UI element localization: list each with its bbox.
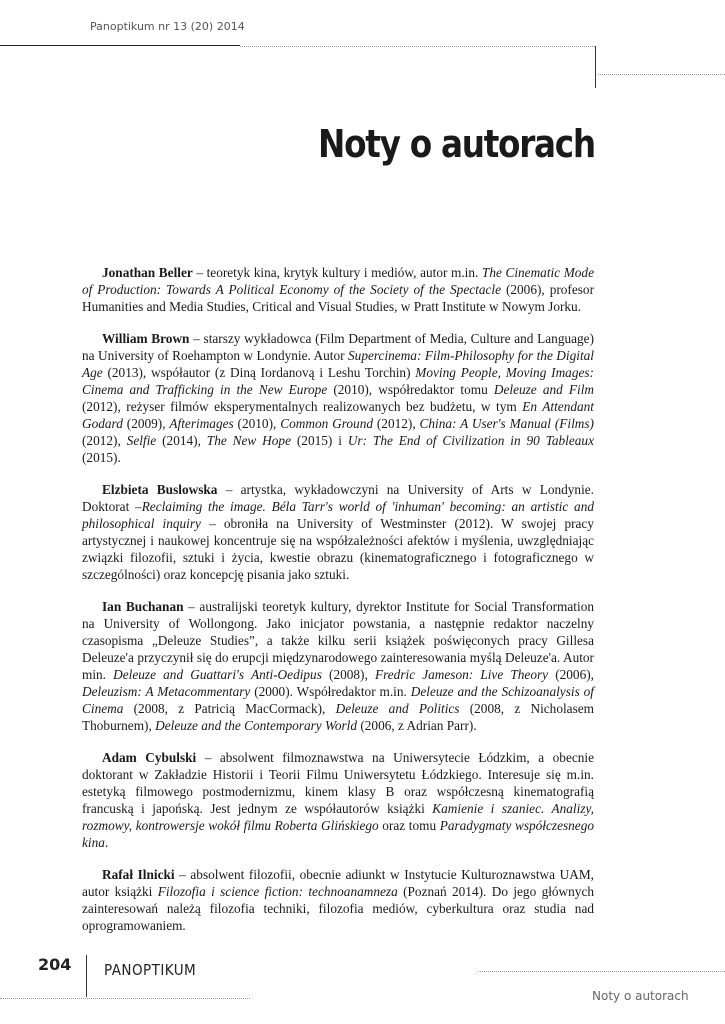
bio-text: oraz tomu [378,818,440,833]
panoptikum-logo: PANOPTIKUM [104,961,197,979]
author-note [82,481,594,583]
bio-text: (2010), współredaktor tomu [327,382,494,397]
footer-vertical-rule [86,955,87,997]
bio-text: – teoretyk kina, krytyk kultury i mediów, autor m.in. [192,265,482,280]
work-title: Deleuze and Guattari's Anti-Oedipus [113,667,322,682]
work-title: Kamienie i szaniec. Analizy, rozmowy, kontrowersje wokół filmu Roberta Glińskiego [82,801,594,833]
work-title: Common Ground [280,416,373,431]
author-note [82,598,594,734]
header-dotted-rule [240,46,595,47]
bio-text: (Poznań 2014). Do jego głównych zainteresowań należą filozofia techniki, filozofia mediów, cyberkultura oraz studia nad oprogramowaniem. [82,884,595,933]
work-title: Paradygmaty współczesnego kina [82,818,594,850]
work-title: Fredric Jameson: Live Theory [374,667,549,682]
footer-section-title: Noty o autorach [592,989,689,1003]
work-title: China: A User's Manual (Films) [419,416,594,431]
header-vertical-rule [595,46,596,88]
work-title: Supercinema: Film-Philosophy for the Digital Age [82,348,594,380]
work-title: Reclaiming the image. Béla Tarr's world of 'inhuman' becoming: an artistic and philosophical inquiry [82,499,594,531]
work-title: Deleuze and the Contemporary World [155,718,358,733]
work-title: Selfie [126,433,157,448]
bio-text: (2010), [233,416,281,431]
footer-dotted-rule-left [0,998,250,999]
work-title: Deleuzism: A Metacommentary [82,684,251,699]
bio-text: (2008), [321,667,375,682]
work-title: Deleuze and Film [493,382,594,397]
bio-text: – artystka, wykładowczyni na University of Arts w Londynie. Doktorat – [82,482,594,514]
bio-text: (2006), profesor Humanities and Media Studies, Critical and Visual Studies, w Pratt Institute w Nowym Jorku. [82,282,594,314]
author-name: William Brown [102,331,190,346]
footer-dotted-rule-right [478,971,725,972]
bio-text: – starszy wykładowca (Film Department of Media, Culture and Language) na University of Roehampton w Londynie. Autor [82,331,594,363]
author-name: Rafał Ilnicki [102,867,175,882]
work-title: Moving People, Moving Images: Cinema and Trafficking in the New Europe [82,365,594,397]
bio-text: (2012), [82,433,127,448]
bio-text: . [104,835,109,850]
work-title: The Cinematic Mode of Production: Towards A Political Economy of the Society of the Spectacle [82,265,594,297]
page-title: Noty o autorach [318,122,595,166]
header-rule [0,45,240,46]
work-title: Filozofia i science fiction: technoanamneza [157,884,398,899]
author-note [82,264,594,315]
author-notes [82,264,594,949]
author-name: Jonathan Beller [102,265,193,280]
bio-text: (2015). [82,450,121,465]
bio-text: – absolwent filozofii, obecnie adiunkt w Instytucie Kulturoznawstwa UAM, autor książki [82,867,594,899]
page-number: 204 [38,955,72,974]
bio-text: (2013), współautor (z Diną Iordanovą i Leshu Torchin) [102,365,416,380]
bio-text: (2012), [373,416,420,431]
running-head: Panoptikum nr 13 (20) 2014 [90,20,245,33]
author-note [82,330,594,466]
bio-text: – obroniła na University of Westminster (2012). W swojej pracy artystycznej i naukowej koncentruje się na współzależności afektów i myślenia, uwzględniając związki filozofii, sztuki i życia, kwestie obrazu (kinematograficznego i fotograficznego w szczególności) oraz koncepcję pisania jako sztuki. [82,516,594,582]
work-title: Deleuze and Politics [335,701,460,716]
work-title: En Attendant Godard [82,399,594,431]
bio-text: (2014), [156,433,207,448]
author-name: Adam Cybulski [102,750,197,765]
author-name: Elzbieta Buslowska [102,482,218,497]
author-note [82,749,594,851]
bio-text: (2006, z Adrian Parr). [357,718,477,733]
bio-text: (2009), [122,416,170,431]
bio-text: – australijski teoretyk kultury, dyrektor Institute for Social Transformation na University of Wollongong. Jako inicjator powstania, a następnie redaktor naczelny czasopisma „Deleuze Studies”, a także kilku serii książek poświęconych pracy Gillesa Deleuze'a przyczynił się do erupcji międzynarodowego zainteresowania myślą Deleuze'a. Autor min. [82,599,594,682]
bio-text: (2015) i [290,433,348,448]
work-title: Deleuze and the Schizoanalysis of Cinema [82,684,594,716]
work-title: Afterimages [169,416,234,431]
work-title: Ur: The End of Civilization in 90 Tableaux [347,433,594,448]
bio-text: (2008, z Nicholasem Thoburnem), [82,701,594,733]
bio-text: – absolwent filmoznawstwa na Uniwersytecie Łódzkim, a obecnie doktorant w Zakładzie Historii i Teorii Filmu Uniwersytetu Łódzkiego. Interesuje się m.in. estetyką filmowego postmodernizmu, kinem klasy B oraz współczesną kinematografią francuską i japońską. Jest jednym ze współautorów książki [82,750,594,816]
bio-text: (2000). Współredaktor m.in. [250,684,411,699]
work-title: The New Hope [206,433,291,448]
header-dotted-rule-right [598,74,725,75]
bio-text: (2012), reżyser filmów eksperymentalnych realizowanych bez budżetu, w tym [82,399,523,414]
author-name: Ian Buchanan [102,599,184,614]
bio-text: (2006), [548,667,594,682]
bio-text: (2008, z Patricią MacCormack), [123,701,336,716]
author-note [82,866,594,934]
